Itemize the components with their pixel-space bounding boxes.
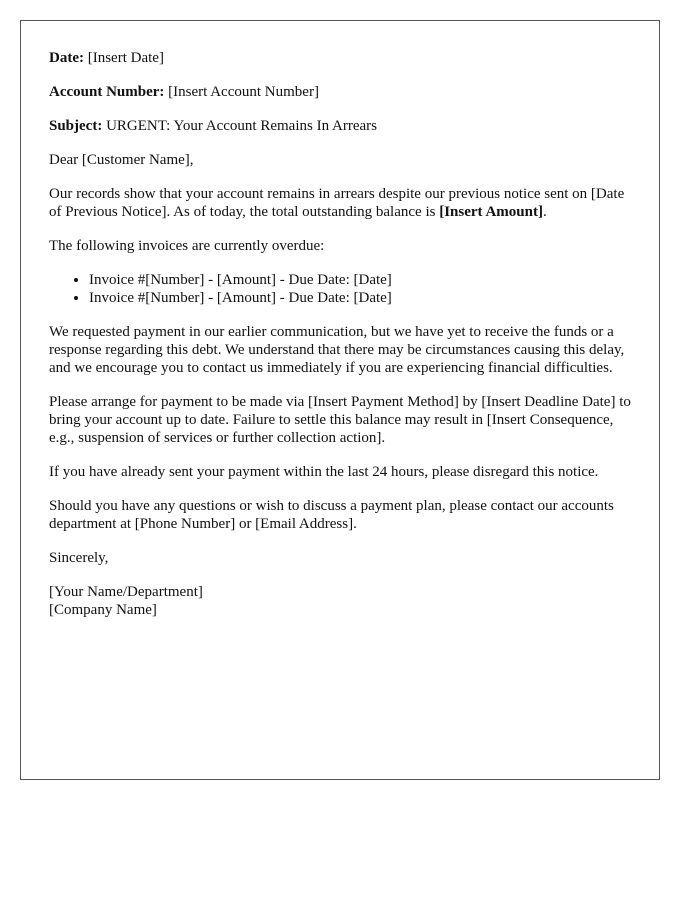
subject-line xyxy=(49,117,631,135)
account-number-value: [Insert Account Number] xyxy=(164,84,319,100)
invoice-item: • Invoice #[Number] - [Amount] - Due Date: [Date] xyxy=(89,271,631,289)
signature-block xyxy=(49,583,631,619)
date-value: [Insert Date] xyxy=(83,50,164,66)
paragraph-arrears-notice xyxy=(49,185,631,221)
date-label: Date: xyxy=(49,50,84,66)
paragraph-payment-request: We requested payment in our earlier communication, but we have yet to receive the funds or a response regarding this debt. We understand that there may be circumstances causing this delay, and we encourage you to contact us immediately if you are experiencing financial difficulties. xyxy=(49,324,625,376)
account-number-line xyxy=(49,83,631,101)
invoice-item: • Invoice #[Number] - [Amount] - Due Date: [Date] xyxy=(89,289,631,307)
date-line xyxy=(49,49,631,67)
invoice-list xyxy=(49,271,631,307)
account-number-label: Account Number: xyxy=(49,84,165,100)
subject-value: URGENT: Your Account Remains In Arrears xyxy=(102,118,377,134)
paragraph-contact: Should you have any questions or wish to discuss a payment plan, please contact our accounts department at [Phone Number] or [Email Address]. xyxy=(49,498,614,532)
paragraph-arrears-end: . xyxy=(542,204,547,220)
invoices-intro: The following invoices are currently overdue: xyxy=(49,238,325,254)
paragraph-payment-instructions: Please arrange for payment to be made via [Insert Payment Method] by [Insert Deadline Date] to bring your account up to date. Failure to settle this balance may result in [Insert Consequence, e.g., suspension of services or further collection action]. xyxy=(49,394,631,446)
signature-name: [Your Name/Department] xyxy=(49,584,203,600)
paragraph-disregard-notice: If you have already sent your payment within the last 24 hours, please disregard this notice. xyxy=(49,464,599,480)
closing: Sincerely, xyxy=(49,550,109,566)
subject-label: Subject: xyxy=(49,118,103,134)
paragraph-arrears-text: Our records show that your account remains in arrears despite our previous notice sent on [Date of Previous Notice]. As of today, the total outstanding balance is xyxy=(49,186,625,220)
salutation: Dear [Customer Name], xyxy=(49,152,194,168)
outstanding-amount: [Insert Amount] xyxy=(439,204,543,220)
signature-company: [Company Name] xyxy=(49,602,157,618)
letter-document xyxy=(20,20,660,780)
